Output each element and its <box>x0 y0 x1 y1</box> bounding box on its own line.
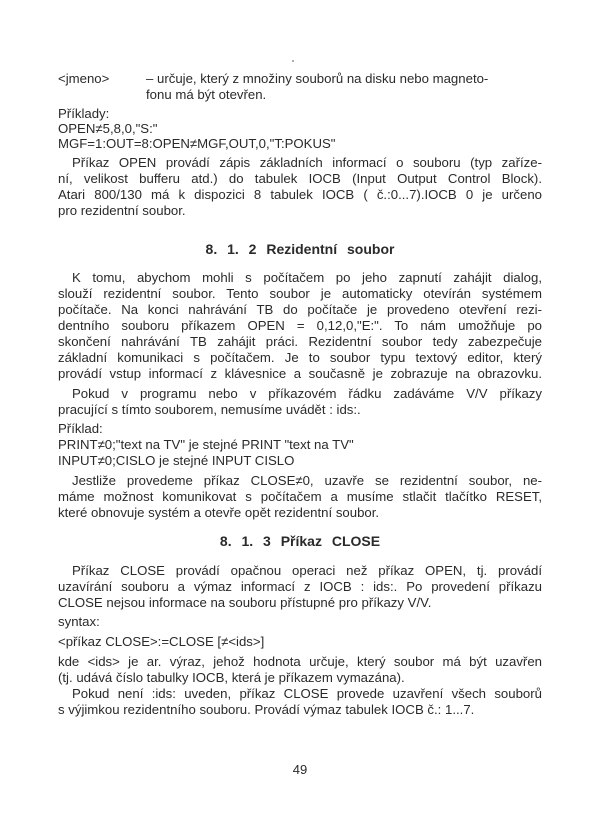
paragraph-line: Pokud v programu nebo v příkazovém řádku zadáváme V/V příkazy <box>72 386 542 401</box>
code-line: MGF=1:OUT=8:OPEN≠MGF,OUT,0,"T:POKUS" <box>58 136 336 151</box>
paragraph-line: skončení nahrávání TB zahájit práci. Rezidentní soubor tedy zabezpečuje <box>58 334 542 349</box>
paragraph-line: Příkaz CLOSE provádí opačnou operaci než příkaz OPEN, tj. provádí <box>72 563 542 578</box>
definition-line-2: fonu má být otevřen. <box>146 87 267 102</box>
paragraph-line: CLOSE nejsou informace na souboru přístupné pro příkazy V/V. <box>58 595 432 610</box>
syntax-label: syntax: <box>58 614 100 629</box>
paragraph-line: které obnovuje systém a otevře opět rezidentní soubor. <box>58 505 380 520</box>
examples-label: Příklady: <box>58 106 110 121</box>
paragraph-line: uzavírání souboru a výmaz informací z IOCB : ids:. Po provedení příkazu <box>58 579 542 594</box>
syntax-line: <příkaz CLOSE>:=CLOSE [≠<ids>] <box>58 634 265 649</box>
paragraph-line: slouží rezidentní soubor. Tento soubor je automaticky otevírán systémem <box>58 286 542 301</box>
document-page <box>58 0 542 836</box>
paragraph-line: Pokud není :ids: uveden, příkaz CLOSE provede uzavření všech souborů <box>72 686 542 701</box>
paragraph-line: máme možnost komunikovat s počítačem a musíme stlačit tlačítko RESET, <box>58 489 542 504</box>
paragraph-line: Příkaz OPEN provádí zápis základních informací o souboru (typ zaříze- <box>72 155 542 170</box>
paragraph-line: pracující s tímto souborem, nemusíme uvádět : ids:. <box>58 402 361 417</box>
example-label: Příklad: <box>58 421 103 436</box>
paragraph-line: ní, velikost bufferu atd.) do tabulek IOCB (Input Output Control Block). <box>58 171 542 186</box>
page-number: 49 <box>292 762 308 777</box>
code-line: INPUT≠0;CISLO je stejné INPUT CISLO <box>58 453 295 468</box>
paragraph-line: (tj. udává číslo tabulky IOCB, která je příkazem vymazána). <box>58 670 405 685</box>
paragraph-line: provádí vstup informací z klávesnice a současně je zobrazuje na obrazovku. <box>58 366 542 381</box>
definition-term: <jmeno> <box>58 71 110 86</box>
definition-line-1 <box>58 71 488 87</box>
paragraph-line: K tomu, abychom mohli s počítačem po jeho zapnutí zahájit dialog, <box>72 270 542 285</box>
paragraph-line: Atari 800/130 má k dispozici 8 tabulek IOCB ( č.:0...7).IOCB 0 je určeno <box>58 187 542 202</box>
code-line: OPEN≠5,8,0,"S:" <box>58 121 158 136</box>
paragraph-line: s výjimkou rezidentního souboru. Provádí výmaz tabulek IOCB č.: 1...7. <box>58 702 475 717</box>
paragraph-line: Jestliže provedeme příkaz CLOSE≠0, uzavře se rezidentní soubor, ne- <box>72 473 542 488</box>
section-heading-8-1-2: 8. 1. 2 Rezidentní soubor <box>205 241 395 257</box>
section-heading-8-1-3: 8. 1. 3 Příkaz CLOSE <box>219 533 381 549</box>
paragraph-line: dentního souboru příkazem OPEN = 0,12,0,"E:". To nám umožňuje po <box>58 318 542 333</box>
paragraph-line: pro rezidentní soubor. <box>58 203 186 218</box>
paragraph-line: základní komunikaci s počítačem. Je to soubor typu textový editor, který <box>58 350 542 365</box>
paragraph-line: kde <ids> je ar. výraz, jehož hodnota určuje, který soubor má být uzavřen <box>58 654 542 669</box>
code-line: PRINT≠0;"text na TV" je stejné PRINT "text na TV" <box>58 437 354 452</box>
scan-speck <box>292 60 294 62</box>
definition-description: – určuje, který z množiny souborů na disku nebo magneto- <box>146 71 489 86</box>
paragraph-line: počítače. Na konci nahrávání TB do počítače je provedeno otevření rezi- <box>58 302 542 317</box>
